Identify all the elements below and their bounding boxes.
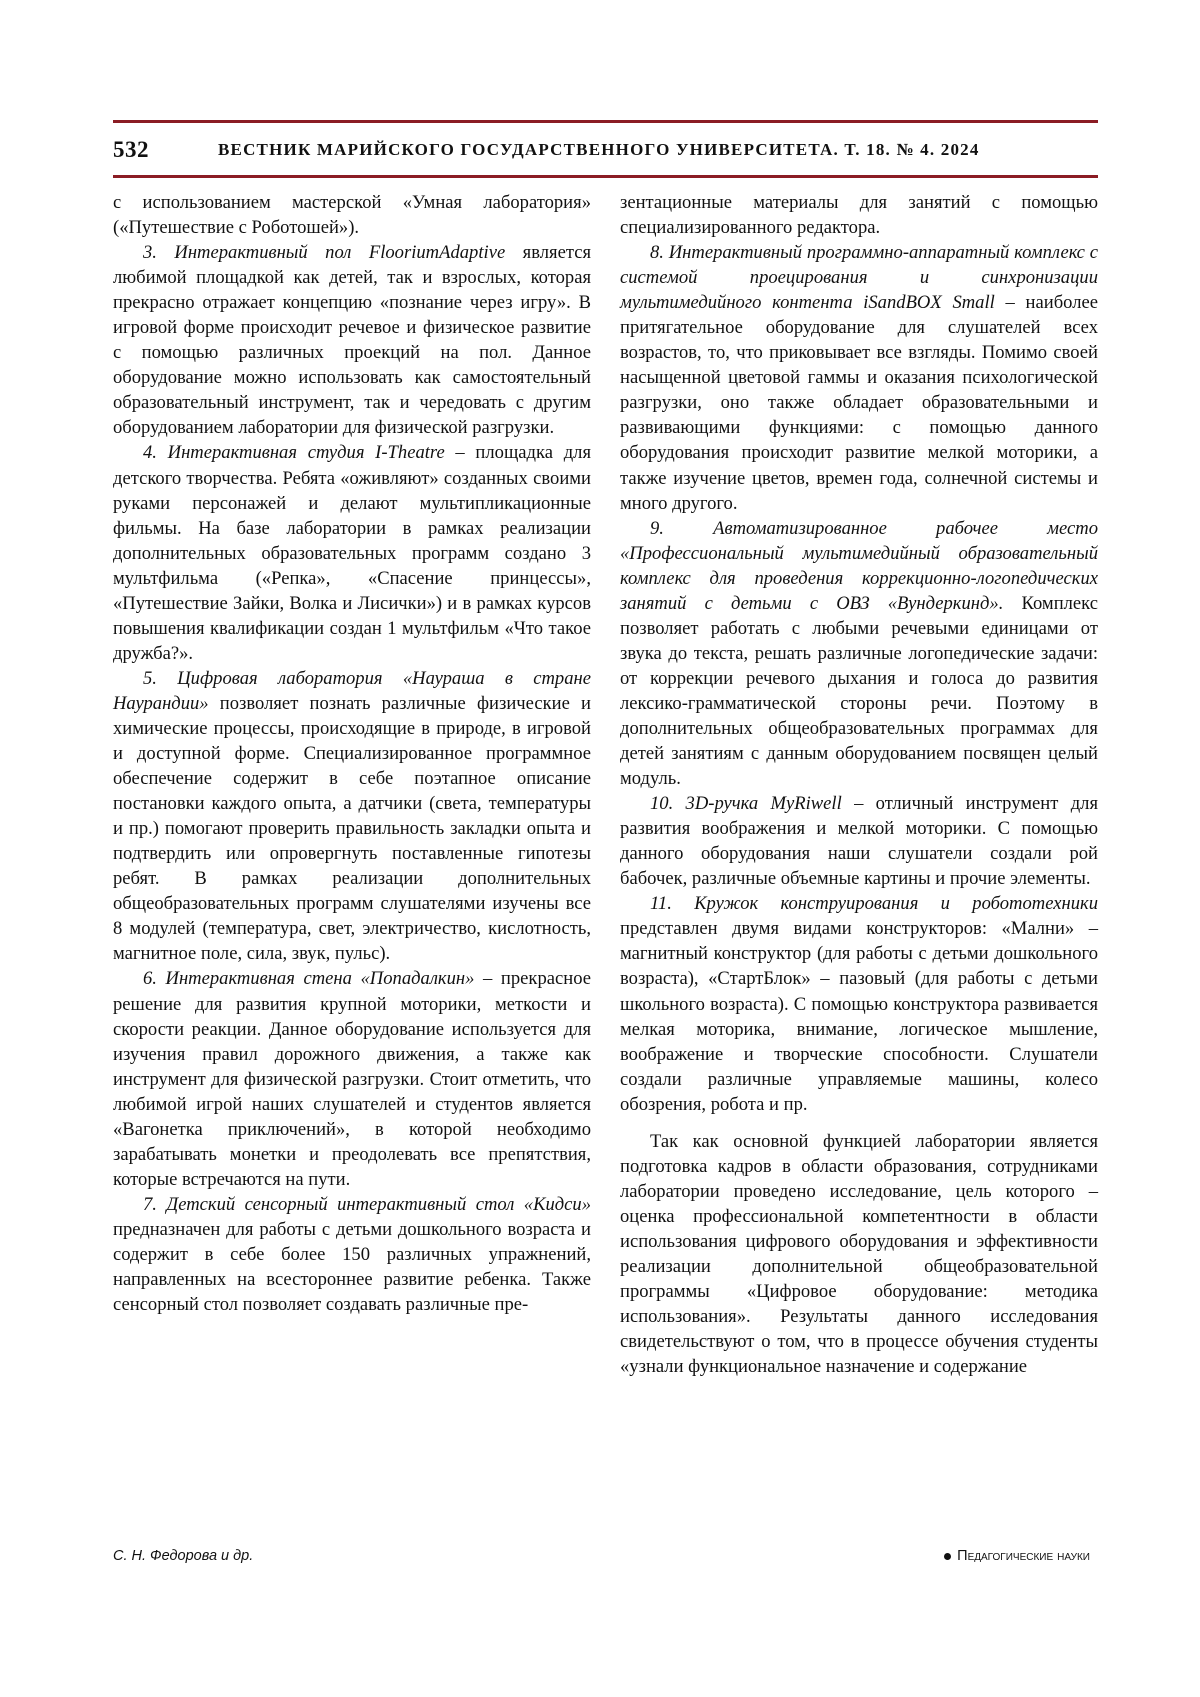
item-heading: 8. Интерактивный программно-аппаратный комплекс с системой проецирования и синхронизации мультимедийного контента iSandBOX Small: [620, 242, 1098, 314]
item-heading: 5. Цифровая лаборатория «Наураша в стране Наурандии»: [113, 667, 591, 714]
item-heading: 7. Детский сенсорный интерактивный стол «Кидси»: [143, 1193, 591, 1215]
right-column: [620, 190, 1098, 1379]
item-heading: 9. Автоматизированное рабочее место «Профессиональный мультимедийный образовательный комплекс для проведения коррекционно-логопедических занятий с детьми с ОВЗ «Вундеркинд».: [620, 517, 1098, 614]
footer-authors: С. Н. Федорова и др.: [113, 1548, 254, 1564]
paragraph: [620, 190, 1098, 240]
section-name: Педагогические науки: [957, 1548, 1090, 1564]
paragraph-text: позволяет познать различные физические и химические процессы, происходящие в природе, в игровой и доступной форме. Специализированное программное обеспечение содержит в себе поэтапное описание постановки каждого опыта, а датчики (света, температуры и пр.) помогают проверить правильность закладки опыта и подтвердить или опровергнуть поставленные гипотезы ребят. В рамках реализации дополнительных общеобразовательных программ слушателями изучены все 8 модулей (температура, свет, электричество, кислотность, магнитное поле, сила, звук, пульс).: [113, 692, 591, 965]
paragraph-text: предназначен для работы с детьми дошкольного возраста и содержит в себе более 150 различных упражнений, направленных на всестороннее развитие ребенка. Также сенсорный стол позволяет создавать различные пре-: [113, 1218, 591, 1316]
paragraph: [113, 240, 591, 440]
paragraph: [113, 1192, 591, 1317]
journal-title: ВЕСТНИК МАРИЙСКОГО ГОСУДАРСТВЕННОГО УНИВЕРСИТЕТА. Т. 18. № 4. 2024: [218, 140, 980, 159]
paragraph: [620, 240, 1098, 516]
paragraph-text: представлен двумя видами конструкторов: «Мални» – магнитный конструктор (для работы с детьми дошкольного возраста), «СтартБлок» – пазовый (для работы с детьми школьного возраста). С помощью конструктора развивается мелкая моторика, внимание, логическое мышление, воображение и творческие способности. Слушатели создали различные управляемые машины, колесо обозрения, робота и пр.: [620, 918, 1098, 1115]
item-heading: 11. Кружок конструирования и робототехники: [650, 893, 1098, 915]
item-heading: 4. Интерактивная студия I-Theatre: [143, 442, 445, 464]
item-heading: 3. Интерактивный пол FlooriumAdaptive: [143, 242, 506, 264]
paragraph: [620, 516, 1098, 792]
paragraph: [113, 666, 591, 967]
paragraph-text: Комплекс позволяет работать с любыми речевыми единицами от звука до текста, решать различные логопедические задачи: от коррекции речевого дыхания и голоса до развития лексико-грамматической стороны речи. Поэтому в дополнительных общеобразовательных программах для детей занятиям с данным оборудованием посвящен целый модуль.: [620, 592, 1098, 790]
paragraph: [113, 190, 591, 240]
paragraph: [113, 440, 591, 665]
footer-section: [944, 1548, 1090, 1564]
paragraph-text: – отличный инструмент для развития воображения и мелкой моторики. С помощью данного оборудования наши слушатели создали рой бабочек, различные объемные картины и прочие элементы.: [620, 793, 1098, 890]
item-heading: 6. Интерактивная стена «Попадалкин»: [143, 968, 475, 990]
paragraph-text: с использованием мастерской «Умная лаборатория» («Путешествие с Роботошей»).: [113, 192, 591, 239]
paragraph-text: является любимой площадкой как детей, так и взрослых, которая прекрасно отражает концепцию «познание через игру». В игровой форме происходит речевое и физическое развитие с помощью различных проекций на пол. Данное оборудование можно использовать как самостоятельный образовательный инструмент, так и чередовать с другим оборудованием лаборатории для физической разгрузки.: [113, 242, 591, 439]
paragraph-text: – наиболее притягательное оборудование для слушателей всех возрастов, то, что приковывает все взгляды. Помимо своей насыщенной цветовой гаммы и оказания психологической разгрузки, оно также обладает образовательными и развивающими функциями: с помощью данного оборудования происходит развитие мелкой моторики, а также изучение цветов, времен года, солнечной системы и много другого.: [620, 292, 1098, 514]
paragraph: [113, 966, 591, 1191]
running-header: [113, 130, 1098, 170]
paragraph-text: зентационные материалы для занятий с помощью специализированного редактора.: [620, 192, 1098, 239]
paragraph-text: Так как основной функцией лаборатории является подготовка кадров в области образования, сотрудниками лаборатории проведено исследование, цель которого – оценка профессиональной компетентности в области использования цифрового оборудования и эффективности реализации дополнительной общеобразовательной программы «Цифровое оборудование: методика использования». Результаты данного исследования свидетельствуют о том, что в процессе обучения студенты «узнали функциональное назначение и содержание: [620, 1130, 1098, 1378]
bullet-icon: [944, 1553, 951, 1560]
paragraph: [620, 791, 1098, 891]
header-rule-top: [113, 120, 1098, 123]
item-heading: 10. 3D-ручка MyRiwell: [650, 793, 842, 815]
paragraph-text: – площадка для детского творчества. Ребята «оживляют» созданных своими руками персонажей и делают мультипликационные фильмы. На базе лаборатории в рамках реализации дополнительных образовательных программ создано 3 мультфильма («Репка», «Спасение принцессы», «Путешествие Зайки, Волка и Лисички») и в рамках курсов повышения квалификации создан 1 мультфильм «Что такое дружба?».: [113, 442, 591, 664]
paragraph: [620, 1129, 1098, 1379]
page-number: 532: [113, 137, 149, 162]
header-rule-bottom: [113, 175, 1098, 178]
paragraph: [620, 891, 1098, 1116]
left-column: [113, 190, 591, 1317]
paragraph-text: – прекрасное решение для развития крупной моторики, меткости и скорости реакции. Данное оборудование используется для изучения правил дорожного движения, а также как инструмент для физической разгрузки. Стоит отметить, что любимой игрой наших слушателей и студентов является «Вагонетка приключений», в которой необходимо зарабатывать монетки и преодолевать все препятствия, которые встречаются на пути.: [113, 968, 591, 1190]
